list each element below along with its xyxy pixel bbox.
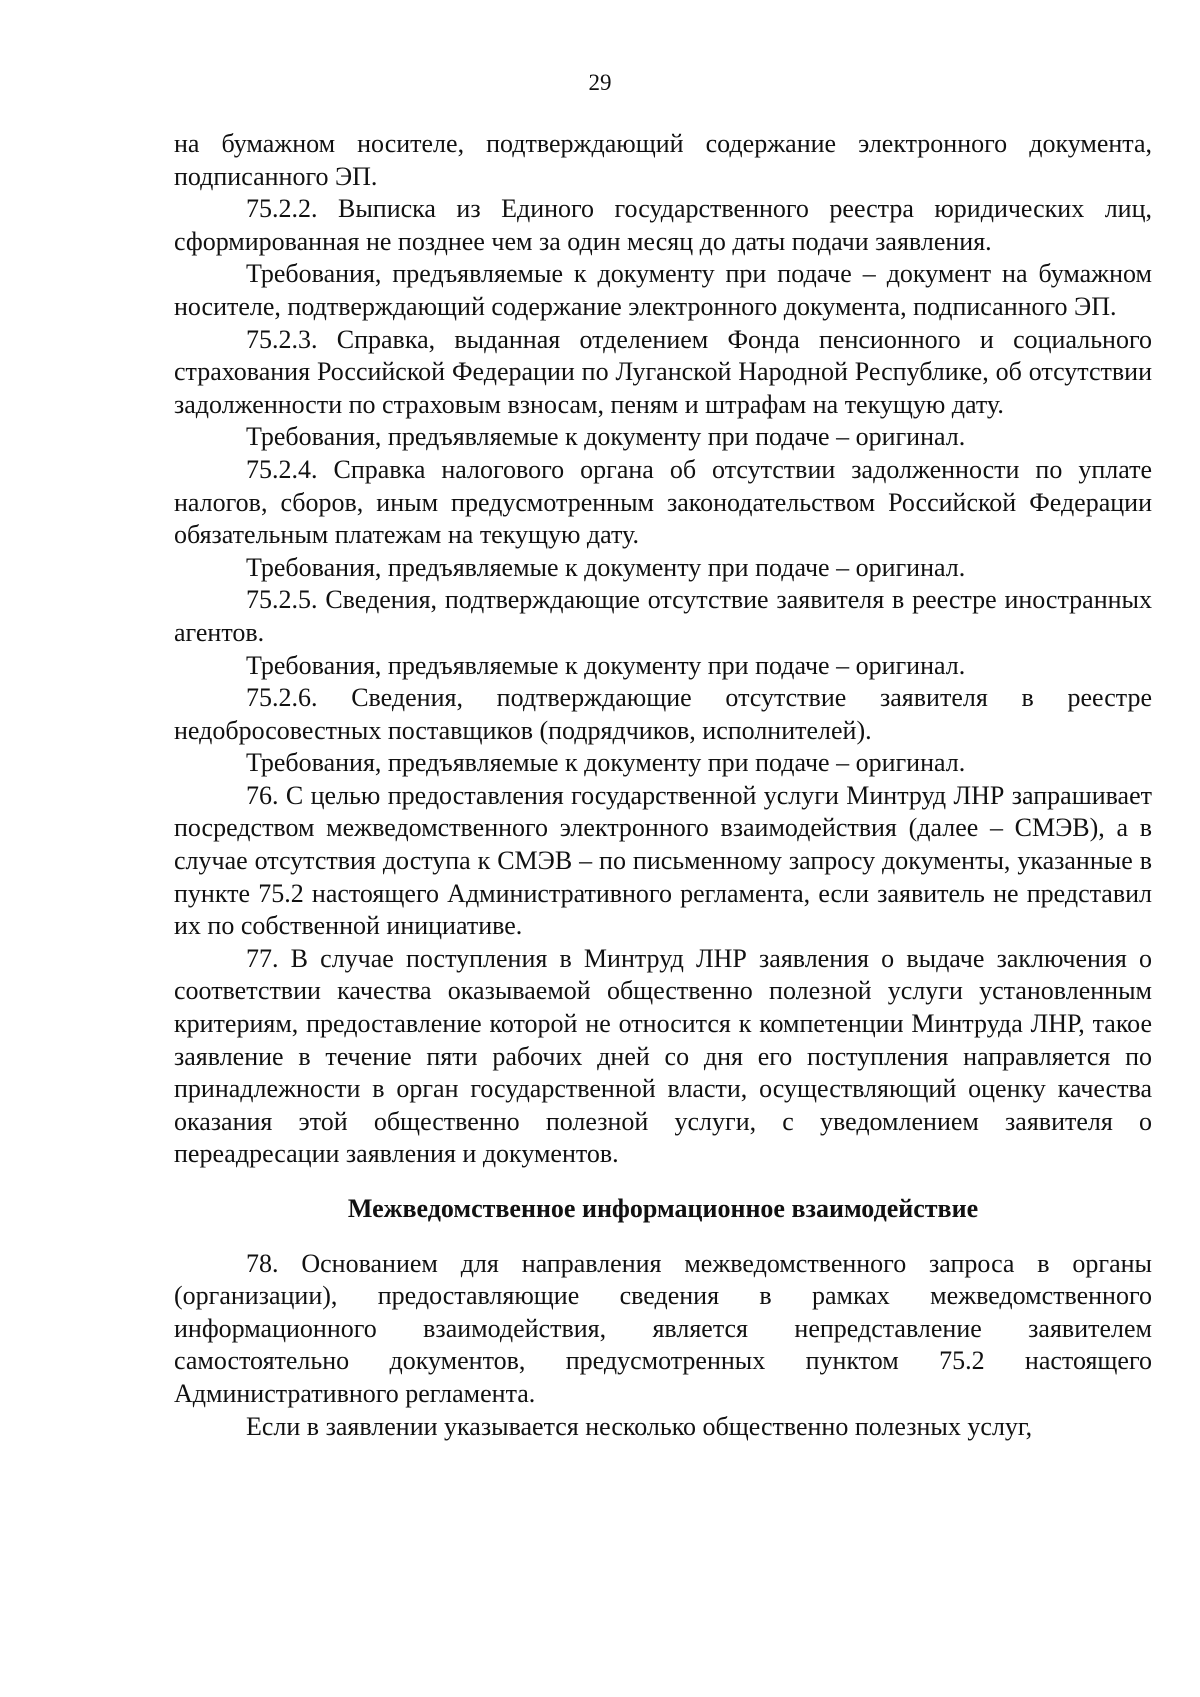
paragraph-75-2-2: 75.2.2. Выписка из Единого государственного реестра юридических лиц, сформированная не позднее чем за один месяц до даты подачи заявления. xyxy=(174,194,1152,256)
page-number: 29 xyxy=(588,70,612,95)
paragraph-requirements: Требования, предъявляемые к документу при подаче – оригинал. xyxy=(246,748,966,778)
paragraph-75-2-4: 75.2.4. Справка налогового органа об отсутствии задолженности по уплате налогов, сборов, иным предусмотренным законодательством Российской Федерации обязательным платежам на текущую дату. xyxy=(174,454,1152,550)
paragraph-75-2-5: 75.2.5. Сведения, подтверждающие отсутствие заявителя в реестре иностранных агентов. xyxy=(174,585,1152,647)
paragraph-78: 78. Основанием для направления межведомственного запроса в органы (организации), предоставляющие сведения в рамках межведомственного информационного взаимодействия, является непредставление заявителем самостоятельно документов, предусмотренных пунктом 75.2 настоящего Административного регламента. xyxy=(174,1248,1152,1408)
paragraph-requirements: Требования, предъявляемые к документу при подаче – документ на бумажном носителе, подтверждающий содержание электронного документа, подписанного ЭП. xyxy=(174,259,1152,321)
paragraph-78-continued: Если в заявлении указывается несколько общественно полезных услуг, xyxy=(246,1411,1033,1441)
paragraph-requirements: Требования, предъявляемые к документу при подаче – оригинал. xyxy=(246,552,966,582)
paragraph-requirements: Требования, предъявляемые к документу при подаче – оригинал. xyxy=(246,650,966,680)
paragraph-continuation: на бумажном носителе, подтверждающий содержание электронного документа, подписанного ЭП. xyxy=(174,129,1152,191)
document-body xyxy=(174,128,1152,1443)
section-heading: Межведомственное информационное взаимодействие xyxy=(347,1194,979,1223)
paragraph-75-2-6: 75.2.6. Сведения, подтверждающие отсутствие заявителя в реестре недобросовестных поставщиков (подрядчиков, исполнителей). xyxy=(174,683,1152,745)
paragraph-75-2-3: 75.2.3. Справка, выданная отделением Фонда пенсионного и социального страхования Российской Федерации по Луганской Народной Республике, об отсутствии задолженности по страховым взносам, пеням и штрафам на текущую дату. xyxy=(174,324,1152,419)
paragraph-requirements: Требования, предъявляемые к документу при подаче – оригинал. xyxy=(246,422,966,452)
paragraph-76: 76. С целью предоставления государственной услуги Минтруд ЛНР запрашивает посредством межведомственного электронного взаимодействия (далее – СМЭВ), а в случае отсутствия доступа к СМЭВ – по письменному запросу документы, указанные в пункте 75.2 настоящего Административного регламента, если заявитель не представил их по собственной инициативе. xyxy=(174,780,1152,941)
paragraph-77: 77. В случае поступления в Минтруд ЛНР заявления о выдаче заключения о соответствии качества оказываемой общественно полезной услуги установленным критериям, предоставление которой не относится к компетенции Минтруда ЛНР, такое заявление в течение пяти рабочих дней со дня его поступления направляется по принадлежности в орган государственной власти, осуществляющий оценку качества оказания этой общественно полезной услуги, с уведомлением заявителя о переадресации заявления и документов. xyxy=(174,943,1152,1169)
